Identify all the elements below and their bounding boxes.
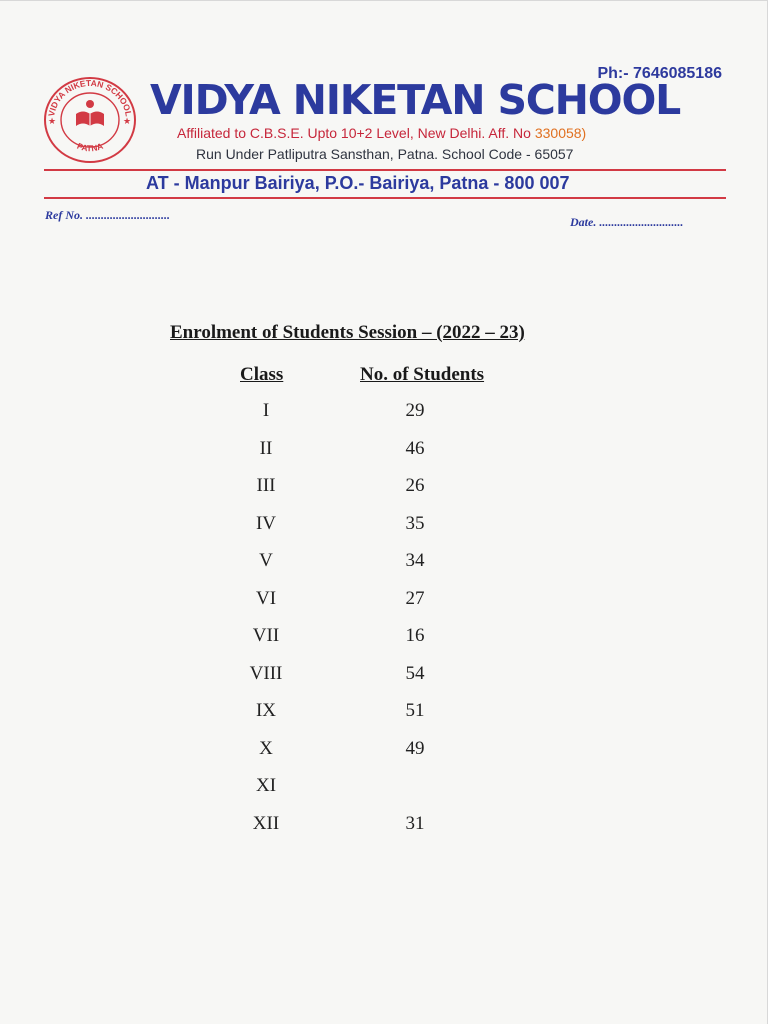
table-row bbox=[0, 584, 768, 622]
students-cell: 27 bbox=[405, 587, 425, 609]
date-field: Date. ............................ bbox=[570, 215, 684, 229]
table-row bbox=[0, 696, 768, 734]
table-row bbox=[0, 734, 768, 772]
class-cell: V bbox=[259, 550, 273, 571]
class-cell: IV bbox=[255, 512, 277, 534]
seal-text-bottom: PATNA bbox=[75, 140, 105, 154]
star-right-icon: ★ bbox=[123, 116, 132, 126]
enrolment-table bbox=[0, 396, 768, 846]
class-cell: I bbox=[262, 400, 270, 421]
table-row bbox=[0, 771, 768, 809]
class-cell: X bbox=[259, 737, 273, 759]
svg-text:VIDYA NIKETAN SCHOOL bbox=[46, 78, 134, 117]
students-cell: 49 bbox=[405, 737, 425, 759]
seal-text-top: VIDYA NIKETAN SCHOOL bbox=[46, 77, 134, 118]
table-row bbox=[0, 509, 768, 547]
run-under-line: Run Under Patliputra Sansthan, Patna. School Code - 65057 bbox=[196, 146, 574, 162]
column-header-class: Class bbox=[240, 364, 284, 385]
class-cell: III bbox=[256, 475, 276, 496]
table-row bbox=[0, 434, 768, 472]
phone-number: Ph:- 7646085186 bbox=[597, 65, 722, 82]
affiliation-number: 330058) bbox=[534, 125, 587, 141]
ref-number-field: Ref No. ............................ bbox=[45, 208, 170, 222]
students-cell: 46 bbox=[405, 437, 425, 459]
school-name: VIDYA NIKETAN SCHOOL bbox=[150, 76, 681, 124]
letterhead-rule-top bbox=[44, 169, 726, 171]
class-cell: XI bbox=[255, 775, 277, 796]
students-cell: 29 bbox=[405, 400, 425, 421]
table-row bbox=[0, 809, 768, 847]
affiliation-text: Affiliated to C.B.S.E. Upto 10+2 Level, New Delhi. Aff. No bbox=[177, 125, 535, 141]
svg-text:PATNA bbox=[76, 141, 105, 154]
table-row bbox=[0, 546, 768, 584]
students-cell: 26 bbox=[405, 475, 425, 496]
students-cell: 54 bbox=[405, 662, 425, 684]
table-row bbox=[0, 659, 768, 697]
star-left-icon: ★ bbox=[48, 116, 57, 126]
class-cell: II bbox=[259, 437, 273, 459]
column-header-students: No. of Students bbox=[360, 364, 485, 385]
letterhead-rule-bottom bbox=[44, 197, 726, 199]
school-seal-logo bbox=[40, 74, 138, 164]
school-address: AT - Manpur Bairiya, P.O.- Bairiya, Patna - 800 007 bbox=[146, 173, 570, 193]
students-cell: 31 bbox=[405, 812, 425, 834]
students-cell: 34 bbox=[405, 550, 425, 571]
affiliation-line bbox=[177, 125, 586, 141]
class-cell: XII bbox=[252, 812, 280, 834]
table-row bbox=[0, 396, 768, 434]
book-emblem-icon bbox=[76, 100, 104, 126]
table-row bbox=[0, 621, 768, 659]
document-title: Enrolment of Students Session – (2022 – 23) bbox=[170, 322, 525, 343]
students-cell: 35 bbox=[405, 512, 425, 534]
students-cell: 16 bbox=[405, 625, 425, 646]
class-cell: IX bbox=[255, 700, 277, 721]
table-row bbox=[0, 471, 768, 509]
class-cell: VI bbox=[255, 587, 277, 609]
class-cell: VII bbox=[252, 625, 280, 646]
class-cell: VIII bbox=[249, 662, 283, 684]
students-cell: 51 bbox=[405, 700, 425, 721]
